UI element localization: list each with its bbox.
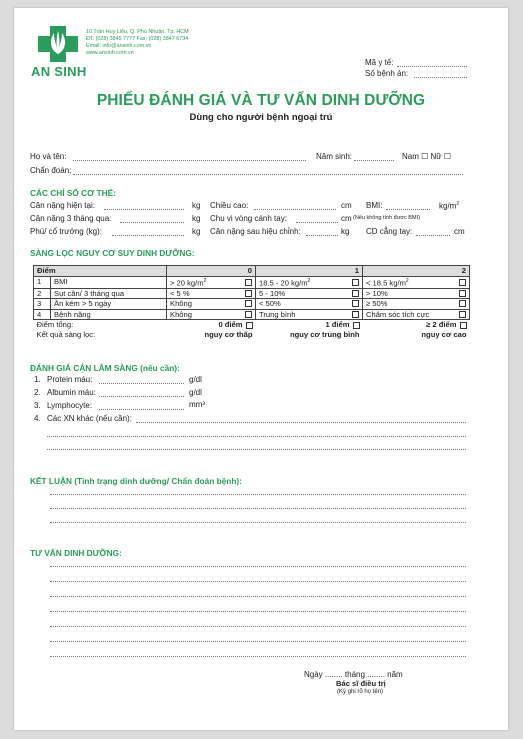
cm-unit: cm bbox=[454, 227, 465, 236]
row-number: 1 bbox=[34, 276, 51, 288]
option-text: < 5 % bbox=[170, 288, 190, 298]
row-number: 3 bbox=[34, 299, 51, 310]
option-text: Trung bình bbox=[259, 309, 296, 319]
albumin-unit: g/dl bbox=[189, 388, 202, 397]
option-1[interactable] bbox=[256, 299, 363, 310]
weight-3-months-label: Cân nặng 3 tháng qua: bbox=[30, 214, 112, 223]
checkbox[interactable] bbox=[459, 300, 466, 307]
option-1[interactable] bbox=[256, 288, 363, 299]
option-text: Chăm sóc tích cực bbox=[366, 309, 430, 319]
row-label: BMI bbox=[51, 276, 167, 288]
website-line: www.ansinh.com.vn bbox=[86, 50, 134, 56]
result-high: nguy cơ cao bbox=[421, 329, 467, 339]
option-text: < 50% bbox=[259, 299, 281, 309]
row-label: Bệnh nặng bbox=[51, 309, 167, 320]
total-2-text: ≥ 2 điểm bbox=[426, 320, 457, 330]
checkbox[interactable] bbox=[245, 300, 252, 307]
bmi-unit-exponent: 2 bbox=[456, 201, 460, 207]
option-text: > 20 $kg/m^2$ bbox=[170, 277, 207, 288]
checkbox[interactable] bbox=[352, 300, 359, 307]
option-0[interactable] bbox=[167, 299, 256, 310]
height-field[interactable] bbox=[254, 209, 336, 210]
option-text: > 10% bbox=[366, 288, 388, 298]
form-title: PHIẾU ĐÁNH GIÁ VÀ TƯ VẤN DINH DƯỠNG bbox=[96, 92, 426, 109]
checkbox[interactable] bbox=[353, 322, 360, 329]
checkbox[interactable] bbox=[245, 290, 252, 297]
checkbox[interactable] bbox=[352, 279, 359, 286]
header-2: 2 bbox=[363, 266, 470, 277]
checkbox[interactable] bbox=[246, 322, 253, 329]
record-number-label: Số bệnh án: bbox=[365, 69, 409, 78]
albumin-label: Albumin máu: bbox=[47, 388, 96, 397]
kg-unit: kg bbox=[192, 201, 201, 210]
checkbox[interactable] bbox=[460, 322, 467, 329]
counseling-line[interactable] bbox=[50, 611, 466, 612]
full-name-field[interactable] bbox=[73, 160, 306, 161]
form-page bbox=[14, 8, 508, 730]
row-number: 4 bbox=[34, 309, 51, 320]
total-1-text: 1 điểm bbox=[325, 320, 350, 330]
signature-date[interactable]: Ngày ........ tháng ........ năm bbox=[304, 670, 403, 679]
kg-unit: kg bbox=[341, 227, 350, 236]
result-low: nguy cơ thấp bbox=[204, 329, 253, 339]
counseling-line[interactable] bbox=[50, 581, 466, 582]
diagnosis-field[interactable] bbox=[73, 174, 463, 175]
counseling-heading: TƯ VẤN DINH DƯỠNG: bbox=[30, 548, 122, 558]
total-0[interactable] bbox=[167, 320, 256, 330]
counseling-line[interactable] bbox=[50, 656, 466, 657]
conclusion-heading: KẾT LUẬN (Tình trạng dinh dưỡng/ Chẩn đoán bệnh): bbox=[30, 476, 242, 486]
counseling-line[interactable] bbox=[50, 641, 466, 642]
option-text: ≥ 50% bbox=[366, 299, 388, 309]
option-0[interactable] bbox=[167, 309, 256, 320]
edema-field[interactable] bbox=[112, 235, 184, 236]
option-2[interactable] bbox=[363, 299, 470, 310]
checkbox[interactable] bbox=[245, 311, 252, 318]
lymphocyte-unit: mm³ bbox=[189, 400, 205, 409]
lymphocyte-label: Lymphocyte: bbox=[47, 401, 93, 410]
row-number: 2 bbox=[34, 288, 51, 299]
row-label: Ăn kém > 5 ngày bbox=[51, 299, 167, 310]
gender-options[interactable]: Nam ☐ Nữ ☐ bbox=[402, 152, 452, 161]
form-subtitle: Dùng cho người bệnh ngoại trú bbox=[189, 112, 333, 123]
screening-heading: SÀNG LỌC NGUY CƠ SUY DINH DƯỠNG: bbox=[30, 248, 195, 258]
height-label: Chiều cao: bbox=[210, 201, 249, 210]
medical-code-field[interactable] bbox=[397, 66, 467, 67]
cm-unit: cm bbox=[341, 214, 352, 223]
option-0[interactable] bbox=[167, 288, 256, 299]
arm-circumference-note: (Nếu không tính được BMI) bbox=[353, 215, 420, 221]
row-label: Sụt cân/ 3 tháng qua bbox=[51, 288, 167, 299]
forearm-label: CD cẳng tay: bbox=[366, 227, 413, 236]
company-address bbox=[86, 29, 189, 57]
option-text: 18.5 - 20 $kg/m^2$ bbox=[259, 277, 311, 288]
total-label: Điểm tổng: bbox=[36, 320, 74, 330]
record-number-field[interactable] bbox=[414, 77, 467, 78]
option-text: Không bbox=[170, 309, 192, 319]
other-tests-line[interactable] bbox=[47, 436, 466, 437]
kg-unit: kg bbox=[192, 214, 201, 223]
option-1[interactable] bbox=[256, 276, 363, 288]
brand-name: AN SINH bbox=[31, 64, 87, 79]
option-text: 5 - 10% bbox=[259, 288, 286, 298]
weight-3-months-field[interactable] bbox=[120, 222, 184, 223]
counseling-line[interactable] bbox=[50, 566, 466, 567]
total-1[interactable] bbox=[256, 320, 363, 330]
checkbox[interactable] bbox=[352, 290, 359, 297]
conclusion-line[interactable] bbox=[50, 508, 466, 509]
total-row bbox=[34, 320, 470, 330]
other-tests-field[interactable] bbox=[136, 422, 466, 423]
arm-circumference-label: Chu vi vòng cánh tay: bbox=[210, 214, 287, 223]
protein-field[interactable] bbox=[99, 383, 184, 384]
cm-unit: cm bbox=[341, 201, 352, 210]
option-2[interactable] bbox=[363, 288, 470, 299]
result-medium: nguy cơ trung bình bbox=[289, 329, 360, 339]
option-0[interactable] bbox=[167, 276, 256, 288]
lymphocyte-field[interactable] bbox=[99, 409, 184, 410]
address-line: 10 Trần Huy Liệu, Q. Phú Nhuận, Tp. HCM bbox=[86, 29, 189, 35]
current-weight-label: Cân nặng hiện tại: bbox=[30, 201, 95, 210]
option-2[interactable] bbox=[363, 276, 470, 288]
table-row bbox=[34, 309, 470, 320]
option-text: Không bbox=[170, 299, 192, 309]
result-row bbox=[34, 330, 470, 340]
email-line: Email: info@ansinh.com.vn bbox=[86, 43, 152, 49]
protein-unit: g/dl bbox=[189, 375, 202, 384]
bmi-field[interactable] bbox=[386, 209, 430, 210]
phone-line: ĐT: (028) 3845 7777 Fax: (028) 3847 6734 bbox=[86, 36, 189, 42]
total-2[interactable] bbox=[363, 320, 470, 330]
logo bbox=[36, 24, 80, 64]
adjusted-weight-field[interactable] bbox=[306, 235, 338, 236]
bmi-label: BMI: bbox=[366, 201, 383, 210]
albumin-field[interactable] bbox=[99, 396, 184, 397]
clinical-number: 4. bbox=[34, 414, 41, 423]
counseling-line[interactable] bbox=[50, 596, 466, 597]
checkbox[interactable] bbox=[459, 290, 466, 297]
option-2[interactable] bbox=[363, 309, 470, 320]
counseling-line[interactable] bbox=[50, 626, 466, 627]
full-name-label: Họ và tên: bbox=[30, 152, 67, 161]
clinical-number: 1. bbox=[34, 375, 41, 384]
conclusion-line[interactable] bbox=[50, 494, 466, 495]
screening-table bbox=[33, 265, 470, 339]
total-0-text: 0 điểm bbox=[218, 320, 243, 330]
table-header-row bbox=[34, 266, 470, 277]
diagnosis-label: Chẩn đoán: bbox=[30, 166, 72, 175]
arm-circumference-field[interactable] bbox=[296, 222, 338, 223]
header-score: Điểm bbox=[34, 266, 167, 277]
forearm-field[interactable] bbox=[416, 235, 450, 236]
conclusion-line[interactable] bbox=[50, 522, 466, 523]
medical-code-label: Mã y tế: bbox=[365, 58, 394, 67]
adjusted-weight-label: Cân nặng sau hiệu chỉnh: bbox=[210, 227, 301, 236]
birth-year-label: Năm sinh: bbox=[316, 152, 353, 161]
checkbox[interactable] bbox=[459, 279, 466, 286]
clinical-number: 3. bbox=[34, 401, 41, 410]
option-text: < 18.5 $kg/m^2$ bbox=[366, 277, 409, 288]
kg-unit: kg bbox=[192, 227, 201, 236]
option-1[interactable] bbox=[256, 309, 363, 320]
bmi-unit-text: kg/m bbox=[439, 201, 457, 211]
logo-emblem-icon bbox=[36, 24, 80, 64]
header-1: 1 bbox=[256, 266, 363, 277]
checkbox[interactable] bbox=[459, 311, 466, 318]
signature-note: (Ký ghi rõ họ tên) bbox=[337, 689, 384, 695]
table-row bbox=[34, 299, 470, 310]
header-0: 0 bbox=[167, 266, 256, 277]
checkbox[interactable] bbox=[245, 279, 252, 286]
other-tests-label: Các XN khác (nếu cần): bbox=[47, 414, 132, 423]
protein-label: Protein máu: bbox=[47, 375, 93, 384]
checkbox[interactable] bbox=[352, 311, 359, 318]
clinical-heading: ĐÁNH GIÁ CẬN LÂM SÀNG (nếu cần): bbox=[30, 363, 180, 373]
bmi-unit bbox=[439, 201, 459, 211]
edema-label: Phù/ cổ trướng (kg): bbox=[30, 227, 102, 236]
body-metrics-heading: CÁC CHỈ SỐ CƠ THỂ: bbox=[30, 188, 116, 198]
signature-role: Bác sĩ điều trị bbox=[336, 679, 386, 688]
result-label: Kết quả sàng lọc: bbox=[36, 329, 96, 339]
current-weight-field[interactable] bbox=[104, 209, 184, 210]
table-row bbox=[34, 288, 470, 299]
birth-year-field[interactable] bbox=[354, 160, 394, 161]
clinical-number: 2. bbox=[34, 388, 41, 397]
other-tests-line[interactable] bbox=[47, 449, 466, 450]
table-row bbox=[34, 276, 470, 288]
